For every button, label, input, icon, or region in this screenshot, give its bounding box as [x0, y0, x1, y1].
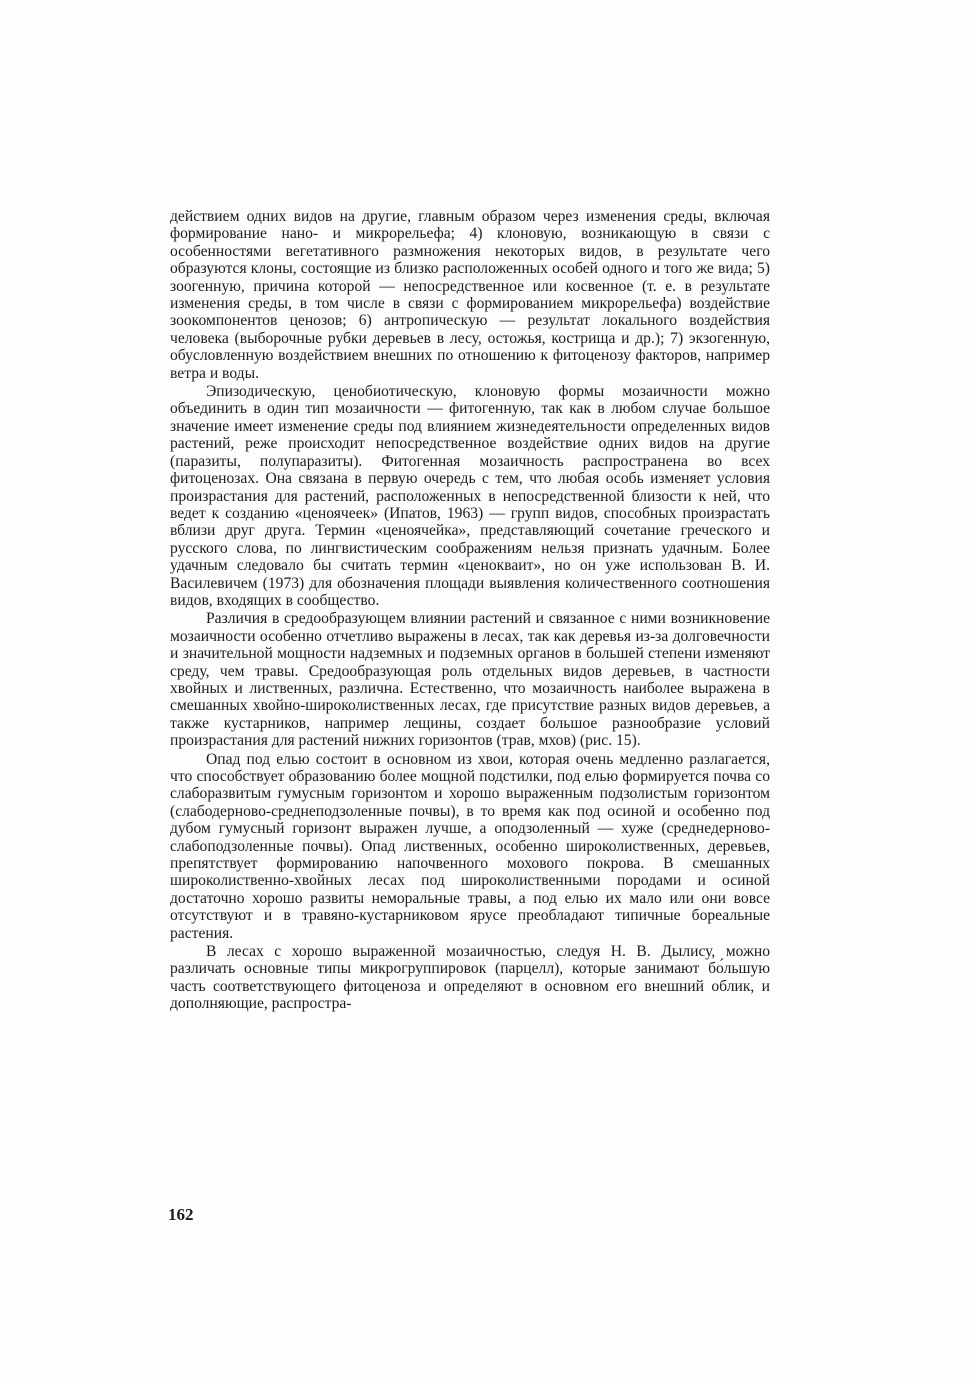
- paragraph-continuation: действием одних видов на другие, главным образом через изменения среды, включая формирование нано- и микрорельефа; 4) клоновую, возникающую в связи с особенностями вегетативного размножения некоторых видов, в результате чего образуются клоны, состоящие из близко расположенных особей одного и того же вида; 5) зоогенную, причина которой — непосредственное или косвенное (т. е. в результате изменения среды, в том числе в связи с формированием микрорельефа) воздействие зоокомпонентов ценозов; 6) антропическую — результат локального воздействия человека (выборочные рубки деревьев в лесу, остожья, кострища и др.); 7) экзогенную, обусловленную воздействием внешних по отношению к фитоценозу факторов, например ветра и воды.: [170, 208, 770, 382]
- paragraph-environment-differences: Различия в средообразующем влиянии растений и связанное с ними возникновение мозаичности особенно отчетливо выражены в лесах, так как деревья из-за долговечности и значительной мощности надземных и подземных органов в большей степени изменяют среду, чем травы. Средообразующая роль отдельных видов деревьев, в частности хвойных и лиственных, различна. Естественно, что мозаичность наиболее выражена в смешанных хвойно-широколиственных лесах, где присутствие разных видов деревьев, а также кустарников, например лещины, создает большое разнообразие условий произрастания для растений нижних горизонтов (трав, мхов) (рис. 15).: [170, 610, 770, 750]
- paragraph-litter-under-spruce: Опад под елью состоит в основном из хвои, которая очень медленно разлагается, что способствует образованию более мощной подстилки, под елью формируется почва со слаборазвитым гумусным горизонтом и хорошо выраженным подзолистым горизонтом (слабодерново-среднеподзоленные почвы), в то время как под осиной и особенно под дубом гумусный горизонт выражен лучше, а оподзоленный — хуже (среднедерново-слабоподзоленные почвы). Опад лиственных, особенно широколиственных, деревьев, препятствует формированию напочвенного мохового покрова. В смешанных широколиственно-хвойных лесах под широколиственными породами и осиной достаточно хорошо развиты неморальные травы, а под елью их мало или они вовсе отсутствуют и в травяно-кустарниковом ярусе преобладают типичные бореальные растения.: [170, 750, 770, 942]
- paragraph-microgroupings: В лесах с хорошо выраженной мозаичностью, следуя Н. В. Дылису, можно различать основные типы микрогруппировок (парцелл), которые занимают бо́льшую часть соответствующего фитоценоза и определяют в основном его внешний облик, и дополняющие, распростра-: [170, 943, 770, 1013]
- body-text: [170, 208, 770, 1014]
- paragraph-phytogenic-mosaic: Эпизодическую, ценобиотическую, клоновую формы мозаичности можно объединить в один тип мозаичности — фитогенную, так как в любом случае большое значение имеет изменение среды под влиянием жизнедеятельности определенных видов растений, реже происходит непосредственное воздействие одних видов на другие (паразиты, полупаразиты). Фитогенная мозаичность распространена во всех фитоценозах. Она связана в первую очередь с тем, что любая особь изменяет условия произрастания для растений, расположенных в непосредственной близости к ней, что ведет к созданию «ценоячеек» (Ипатов, 1963) — групп видов, способных произрастать вблизи друг друга. Термин «ценоячейка», представляющий сочетание греческого и русского слова, по лингвистическим соображениям нельзя признать удачным. Более удачным следовало бы считать термин «ценокваит», но он уже использован В. И. Василевичем (1973) для обозначения площади выявления количественного соотношения видов, входящих в сообщество.: [170, 383, 770, 609]
- page-number: 162: [168, 1205, 194, 1224]
